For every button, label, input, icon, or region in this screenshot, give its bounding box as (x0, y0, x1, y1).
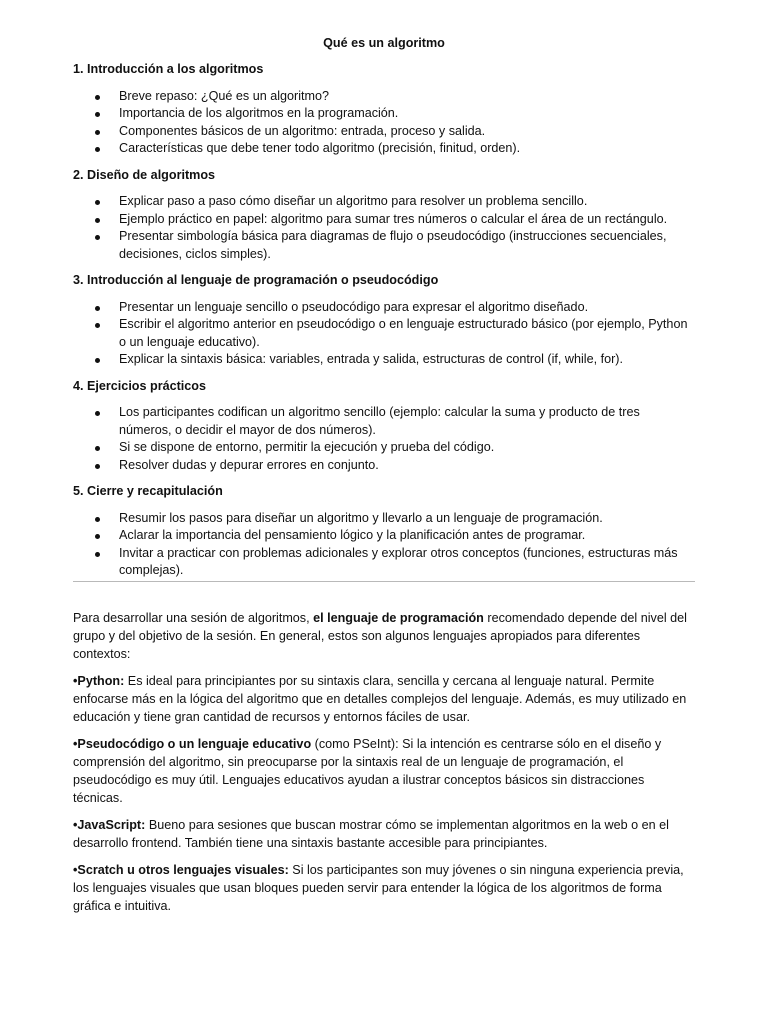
language-description: (como PSeInt): Si la intención es centrarse sólo en el diseño y comprensión del algoritmo, sin preocuparse por la sintaxis real de un lenguaje de programación, el pseudocódigo es muy útil. Lenguajes educativos ayudan a ilustrar conceptos básicos sin distracciones técnicas. (73, 736, 662, 805)
list-item-text: Ejemplo práctico en papel: algoritmo para sumar tres números o calcular el área de un rectángulo. (119, 211, 668, 226)
bullet-list (73, 510, 695, 580)
list-item (73, 316, 695, 351)
section-heading: 2. Diseño de algoritmos (73, 167, 216, 182)
bullet-icon (95, 130, 100, 135)
list-item-text: Escribir el algoritmo anterior en pseudocódigo o en lenguaje estructurado básico (por ejemplo, Python o un lenguaje educativo). (119, 317, 688, 349)
language-description: Es ideal para principiantes por su sintaxis clara, sencilla y cercana al lenguaje natural. Permite enfocarse más en la lógica del algoritmo que en detalles complejos del lenguaje. Además, es muy utilizado en educación y tiene gran cantidad de recursos y entornos fáciles de usar. (73, 673, 687, 724)
bullet-icon (95, 218, 100, 223)
bullet-glyph: • (73, 736, 78, 751)
language-description: Bueno para sesiones que buscan mostrar cómo se implementan algoritmos en la web o en el desarrollo frontend. También tiene una sintaxis bastante accesible para principiantes. (73, 817, 669, 850)
bullet-icon (95, 534, 100, 539)
list-item (73, 404, 695, 439)
bullet-icon (95, 411, 100, 416)
language-name-text: Pseudocódigo o un lenguaje educativo (77, 736, 312, 751)
list-item-text: Explicar la sintaxis básica: variables, entrada y salida, estructuras de control (if, while, for). (119, 352, 623, 366)
list-item (73, 123, 695, 141)
section-heading: 3. Introducción al lenguaje de programación o pseudocódigo (73, 273, 439, 287)
bullet-list (73, 88, 695, 158)
language-list (73, 672, 695, 915)
list-item-text: Presentar simbología básica para diagramas de flujo o pseudocódigo (instrucciones secuenciales, decisiones, ciclos simples). (119, 229, 667, 261)
bullet-glyph: • (73, 862, 78, 877)
bullet-glyph: • (73, 817, 78, 832)
list-item (73, 105, 695, 123)
section-heading: 1. Introducción a los algoritmos (73, 62, 264, 76)
language-description: Si los participantes son muy jóvenes o sin ninguna experiencia previa, los lenguajes visuales que usan bloques pueden servir para entender la lógica de los algoritmos de forma gráfica e intuitiva. (73, 862, 684, 913)
bullet-icon (95, 446, 100, 451)
intro-text-bold: el lenguaje de programación (313, 610, 484, 625)
language-name-text: Scratch u otros lenguajes visuales: (77, 862, 289, 877)
language-name (73, 674, 124, 688)
intro-text-start: Para desarrollar una sesión de algoritmos, (73, 610, 314, 625)
list-item-text: Los participantes codifican un algoritmo sencillo (ejemplo: calcular la suma y producto de tres números, o decidir el mayor de dos números). (119, 405, 640, 437)
intro-text-end: recomendado depende del nivel del grupo y del objetivo de la sesión. En general, estos son algunos lenguajes apropiados para diferentes contextos: (73, 610, 687, 661)
list-item-text: Aclarar la importancia del pensamiento lógico y la planificación antes de programar. (119, 528, 586, 542)
bullet-glyph: • (73, 673, 78, 688)
language-name (73, 863, 289, 877)
list-item-text: Resolver dudas y depurar errores en conjunto. (119, 457, 379, 472)
language-name (73, 737, 311, 751)
list-item-text: Breve repaso: ¿Qué es un algoritmo? (119, 88, 330, 103)
list-item (73, 351, 695, 369)
bullet-icon (95, 147, 100, 152)
document-page (73, 34, 695, 915)
list-item (73, 299, 695, 317)
horizontal-divider (73, 581, 695, 582)
list-item (73, 88, 695, 106)
list-item (73, 457, 695, 475)
list-item (73, 228, 695, 263)
bullet-icon (95, 323, 100, 328)
intro-paragraph (73, 609, 695, 663)
bullet-icon (95, 552, 100, 557)
language-paragraph (73, 816, 695, 852)
bullet-icon (95, 464, 100, 469)
bullet-list (73, 193, 695, 263)
list-item-text: Características que debe tener todo algoritmo (precisión, finitud, orden). (119, 141, 521, 155)
list-item (73, 439, 695, 457)
list-item-text: Importancia de los algoritmos en la programación. (119, 106, 399, 120)
list-item-text: Explicar paso a paso cómo diseñar un algoritmo para resolver un problema sencillo. (119, 194, 588, 208)
bullet-icon (95, 200, 100, 205)
language-paragraph (73, 735, 695, 807)
list-item (73, 140, 695, 158)
bullet-list (73, 404, 695, 474)
list-item-text: Presentar un lenguaje sencillo o pseudocódigo para expresar el algoritmo diseñado. (119, 299, 589, 314)
bullet-icon (95, 517, 100, 522)
bullet-icon (95, 306, 100, 311)
section-heading: 5. Cierre y recapitulación (73, 484, 223, 498)
section-list (73, 61, 695, 580)
bullet-icon (95, 112, 100, 117)
list-item (73, 193, 695, 211)
list-item-text: Invitar a practicar con problemas adicionales y explorar otros conceptos (funciones, estructuras más complejas). (119, 545, 678, 577)
list-item (73, 545, 695, 580)
list-item-text: Componentes básicos de un algoritmo: entrada, proceso y salida. (119, 123, 486, 138)
bullet-list (73, 299, 695, 369)
bullet-icon (95, 358, 100, 363)
section-heading: 4. Ejercicios prácticos (73, 378, 207, 393)
bullet-icon (95, 235, 100, 240)
language-name-text: JavaScript: (77, 817, 146, 832)
language-name-text: Python: (77, 673, 125, 688)
bullet-icon (95, 95, 100, 100)
language-name (73, 818, 145, 832)
list-item-text: Si se dispone de entorno, permitir la ejecución y prueba del código. (119, 440, 495, 454)
list-item (73, 510, 695, 528)
language-paragraph (73, 861, 695, 915)
list-item (73, 211, 695, 229)
language-paragraph (73, 672, 695, 726)
list-item-text: Resumir los pasos para diseñar un algoritmo y llevarlo a un lenguaje de programación. (119, 510, 603, 525)
list-item (73, 527, 695, 545)
document-title: Qué es un algoritmo (323, 36, 445, 50)
